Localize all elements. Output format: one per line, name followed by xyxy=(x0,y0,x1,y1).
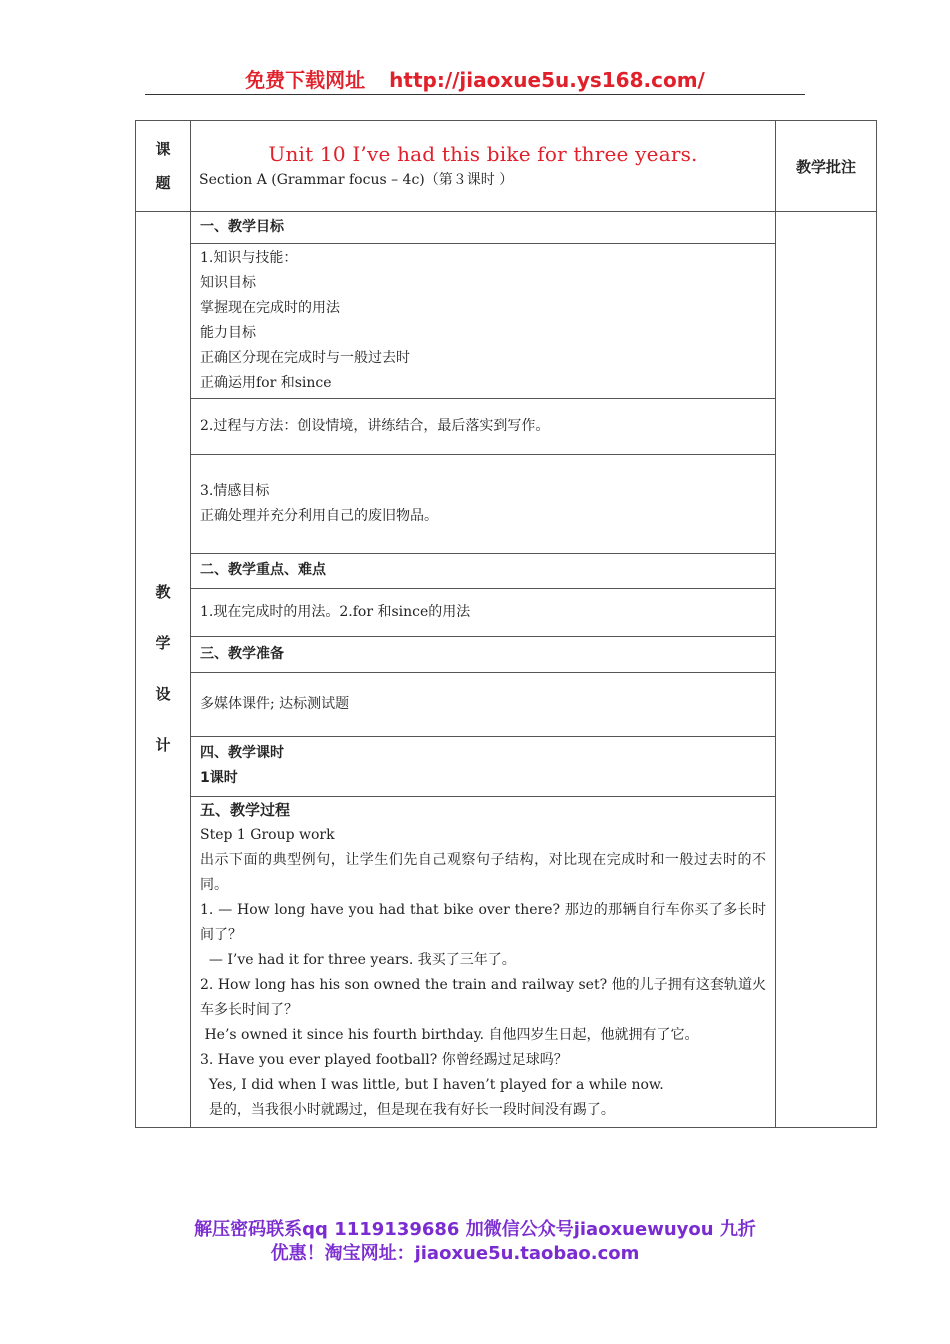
page-footer xyxy=(135,1218,815,1266)
preparation-content: 多媒体课件; 达标测试题 xyxy=(191,672,775,736)
header-url-link[interactable]: http://jiaoxue5u.ys168.com/ xyxy=(389,68,705,92)
procedure-line: 3. Have you ever played football? 你曾经踢过足球吗？ xyxy=(200,1051,568,1068)
header-label: 免费下载网址 xyxy=(245,68,366,92)
notes-column xyxy=(776,212,877,1128)
procedure-line: 1. — How long have you had that bike over there? 那边的那辆自行车你买了多长时间了？ xyxy=(200,901,766,943)
procedure-line: He’s owned it since his fourth birthday. 自他四岁生日起，他就拥有了它。 xyxy=(200,1026,699,1043)
notes-label: 教学批注 xyxy=(776,121,877,212)
procedure-line: — I’ve had it for three years. 我买了三年了。 xyxy=(200,951,516,968)
preparation-heading: 三、教学准备 xyxy=(191,636,775,672)
key-points-heading: 二、教学重点、难点 xyxy=(191,553,775,588)
footer-line-2: 优惠！淘宝网址：jiaoxue5u.taobao.com xyxy=(270,1243,640,1264)
topic-label: 课 题 xyxy=(136,121,191,212)
procedure-line: Yes, I did when I was little, but I haven’t played for a while now. xyxy=(200,1076,664,1093)
procedure-line: 2. How long has his son owned the train and railway set? 他的儿子拥有这套轨道火车多长时间了？ xyxy=(200,976,766,1018)
periods-heading: 四、教学课时 xyxy=(200,745,284,761)
procedure-step: Step 1 Group work xyxy=(200,826,335,843)
process-goals: 2.过程与方法：创设情境，讲练结合，最后落实到写作。 xyxy=(191,398,775,454)
procedure-line: 是的，当我很小时就踢过，但是现在我有好长一段时间没有踢了。 xyxy=(200,1101,615,1118)
unit-title: Unit 10 I’ve had this bike for three years. xyxy=(268,142,698,166)
periods-content: 1课时 xyxy=(200,770,238,786)
emotion-goals: 3.情感目标 正确处理并充分利用自己的废旧物品。 xyxy=(191,454,775,553)
design-side-label: 教 学 设 计 xyxy=(136,212,191,1128)
design-sections xyxy=(191,212,775,1127)
lesson-plan-table xyxy=(135,120,877,1128)
page-header xyxy=(145,66,805,95)
section-subtitle: Section A (Grammar focus – 4c)（第３课时 ） xyxy=(199,172,514,188)
goals-heading: 一、教学目标 xyxy=(191,212,775,243)
periods-section xyxy=(191,736,775,796)
knowledge-goals: 1.知识与技能： 知识目标 掌握现在完成时的用法 能力目标 正确区分现在完成时与一般过去时 正确运用for 和since xyxy=(191,243,775,398)
procedure-line: 出示下面的典型例句，让学生们先自己观察句子结构，对比现在完成时和一般过去时的不同。 xyxy=(200,851,766,893)
key-points-content: 1.现在完成时的用法。2.for 和since的用法 xyxy=(191,588,775,636)
procedure-heading: 五、教学过程 xyxy=(200,800,291,819)
procedure-section xyxy=(191,796,775,1127)
title-cell xyxy=(191,121,776,212)
design-content xyxy=(191,212,776,1128)
footer-line-1: 解压密码联系qq 1119139686 加微信公众号jiaoxuewuyou 九折 xyxy=(194,1219,756,1240)
